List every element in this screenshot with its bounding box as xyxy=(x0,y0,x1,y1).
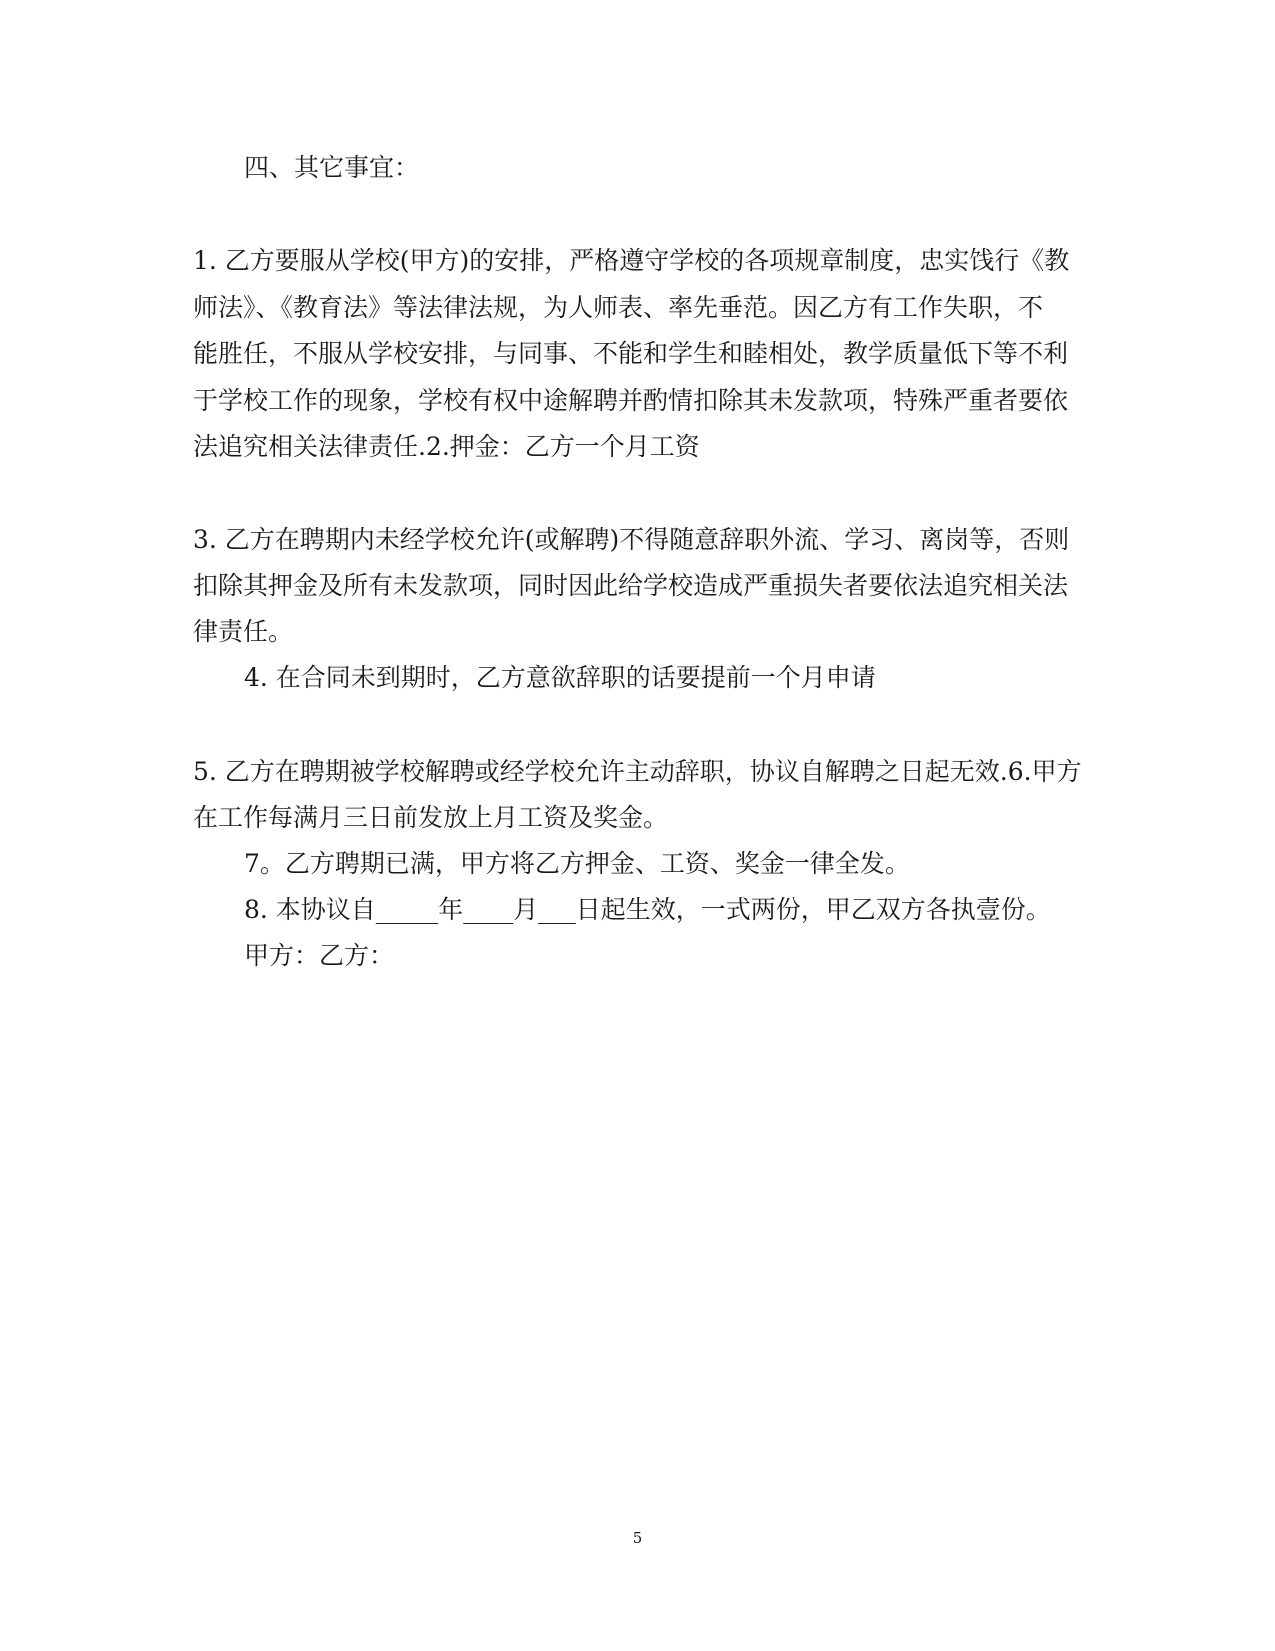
paragraph-3-line-1: 3. 乙方在聘期内未经学校允许(或解聘)不得随意辞职外流、学习、离岗等，否则 xyxy=(193,525,1070,554)
paragraph-1-line-1: 1. 乙方要服从学校(甲方)的安排，严格遵守学校的各项规章制度，忠实饯行《教 xyxy=(193,246,1070,275)
paragraph-3-line-3: 律责任。 xyxy=(193,617,294,646)
item-4: 4. 在合同未到期时，乙方意欲辞职的话要提前一个月申请 xyxy=(244,663,876,692)
paragraph-5-line-1: 5. 乙方在聘期被学校解聘或经学校允许主动辞职，协议自解聘之日起无效.6.甲方 xyxy=(193,757,1082,786)
paragraph-1-line-4: 于学校工作的现象，学校有权中途解聘并酌情扣除其未发款项，特殊严重者要依 xyxy=(193,386,1069,415)
paragraph-5-line-2: 在工作每满月三日前发放上月工资及奖金。 xyxy=(193,803,669,832)
paragraph-1-line-2: 师法》、《教育法》等法律法规，为人师表、率先垂范。因乙方有工作失职，不 xyxy=(193,293,1044,322)
paragraph-1-line-5: 法追究相关法律责任.2.押金：乙方一个月工资 xyxy=(193,432,700,461)
item-8: 8. 本协议自_____年____月___日起生效，一式两份，甲乙双方各执壹份。 xyxy=(244,895,1051,924)
section-heading: 四、其它事宜： xyxy=(244,153,420,182)
signature-line: 甲方：乙方： xyxy=(244,941,395,970)
page-number: 5 xyxy=(632,1529,643,1547)
paragraph-1-line-3: 能胜任，不服从学校安排，与同事、不能和学生和睦相处，教学质量低下等不利 xyxy=(193,339,1069,368)
item-7: 7。乙方聘期已满，甲方将乙方押金、工资、奖金一律全发。 xyxy=(244,849,910,878)
paragraph-3-line-2: 扣除其押金及所有未发款项，同时因此给学校造成严重损失者要依法追究相关法 xyxy=(193,571,1069,600)
